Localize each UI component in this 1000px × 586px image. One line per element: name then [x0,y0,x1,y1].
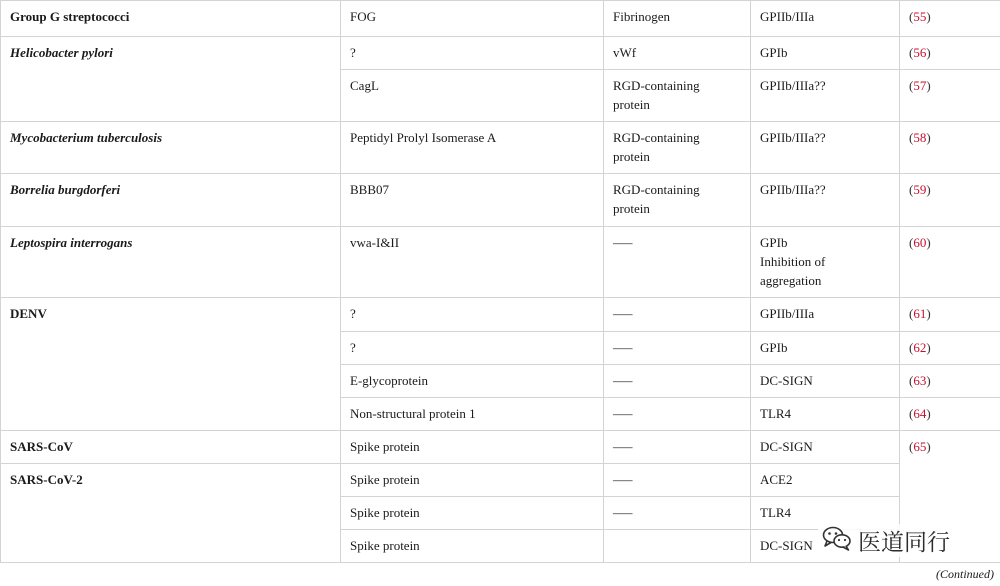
organism-cell: SARS-CoV-2 [1,464,341,563]
table-row [1,174,1000,227]
target-cell [604,530,751,563]
table-row [1,37,1000,70]
table-row [1,298,1000,332]
target-cell: ––– [604,365,751,398]
receptor-cell: TLR4 [751,497,900,530]
reference-cell[interactable]: (59) [900,174,1000,227]
reference-link[interactable]: 64 [913,406,927,421]
target-cell: ––– [604,398,751,431]
target-cell: ––– [604,497,751,530]
receptor-cell: DC-SIGN [751,431,900,464]
organism-cell: SARS-CoV [1,431,341,464]
reference-link[interactable]: 62 [913,340,927,355]
receptor-cell: GPIIb/IIIa [751,1,900,37]
organism-cell: Helicobacter pylori [1,37,341,122]
target-cell: RGD-containing protein [604,70,751,122]
ligand-cell: Spike protein [341,497,604,530]
organism-cell: Leptospira interrogans [1,227,341,298]
reference-link[interactable]: 60 [913,235,927,250]
table-row [1,1,1000,37]
reference-cell[interactable]: (58) [900,122,1000,174]
reference-cell[interactable]: (61) [900,298,1000,332]
receptor-cell: DC-SIGN [751,365,900,398]
reference-link[interactable]: 55 [913,9,927,24]
reference-cell[interactable]: (60) [900,227,1000,298]
reference-link[interactable]: 59 [913,182,927,197]
target-cell: vWf [604,37,751,70]
receptor-cell: TLR4 [751,398,900,431]
ligand-cell: ? [341,298,604,332]
ligand-cell: CagL [341,70,604,122]
ligand-cell: ? [341,37,604,70]
table-row [1,227,1000,298]
target-cell: RGD-containing protein [604,174,751,227]
ligand-cell: Non-structural protein 1 [341,398,604,431]
reference-cell[interactable]: (62) [900,332,1000,365]
reference-link[interactable]: 61 [913,306,927,321]
receptor-cell: GPIIb/IIIa?? [751,122,900,174]
target-cell: ––– [604,298,751,332]
ligand-cell: ? [341,332,604,365]
ligand-cell: BBB07 [341,174,604,227]
table-row [1,464,1000,497]
reference-link[interactable]: 57 [913,78,927,93]
ligand-cell: Spike protein [341,464,604,497]
table-row [1,122,1000,174]
ligand-cell: vwa-I&II [341,227,604,298]
receptor-cell: GPIb Inhibition of aggregation [751,227,900,298]
receptor-cell: DC-SIGN [751,530,900,563]
receptor-cell: GPIb [751,37,900,70]
organism-cell: Borrelia burgdorferi [1,174,341,227]
reference-link[interactable]: 56 [913,45,927,60]
organism-cell: Group G streptococci [1,1,341,37]
target-cell: RGD-containing protein [604,122,751,174]
organism-cell: Mycobacterium tuberculosis [1,122,341,174]
wechat-icon [822,525,852,557]
target-cell: Fibrinogen [604,1,751,37]
target-cell: ––– [604,431,751,464]
table-continued-caption: (Continued) [936,567,994,581]
ligand-cell: Spike protein [341,530,604,563]
target-cell: ––– [604,332,751,365]
organism-cell: DENV [1,298,341,431]
receptor-cell: ACE2 [751,464,900,497]
reference-cell[interactable]: (63) [900,365,1000,398]
ligand-cell: Peptidyl Prolyl Isomerase A [341,122,604,174]
target-cell: ––– [604,464,751,497]
receptor-cell: GPIIb/IIIa?? [751,70,900,122]
ligand-cell: E-glycoprotein [341,365,604,398]
reference-cell[interactable]: (55) [900,1,1000,37]
receptor-cell: GPIIb/IIIa [751,298,900,332]
reference-cell[interactable]: (64) [900,398,1000,431]
reference-cell[interactable]: (56) [900,37,1000,70]
ligand-cell: FOG [341,1,604,37]
watermark [818,524,954,557]
table-row [1,431,1000,464]
receptor-cell: GPIIb/IIIa?? [751,174,900,227]
reference-cell[interactable]: (57) [900,70,1000,122]
watermark-text: 医道同行 [858,530,950,556]
reference-link[interactable]: 65 [913,439,927,454]
ligand-cell: Spike protein [341,431,604,464]
reference-link[interactable]: 63 [913,373,927,388]
target-cell: ––– [604,227,751,298]
reference-cell[interactable]: (65) [900,431,1000,563]
receptor-cell: GPIb [751,332,900,365]
reference-link[interactable]: 58 [913,130,927,145]
